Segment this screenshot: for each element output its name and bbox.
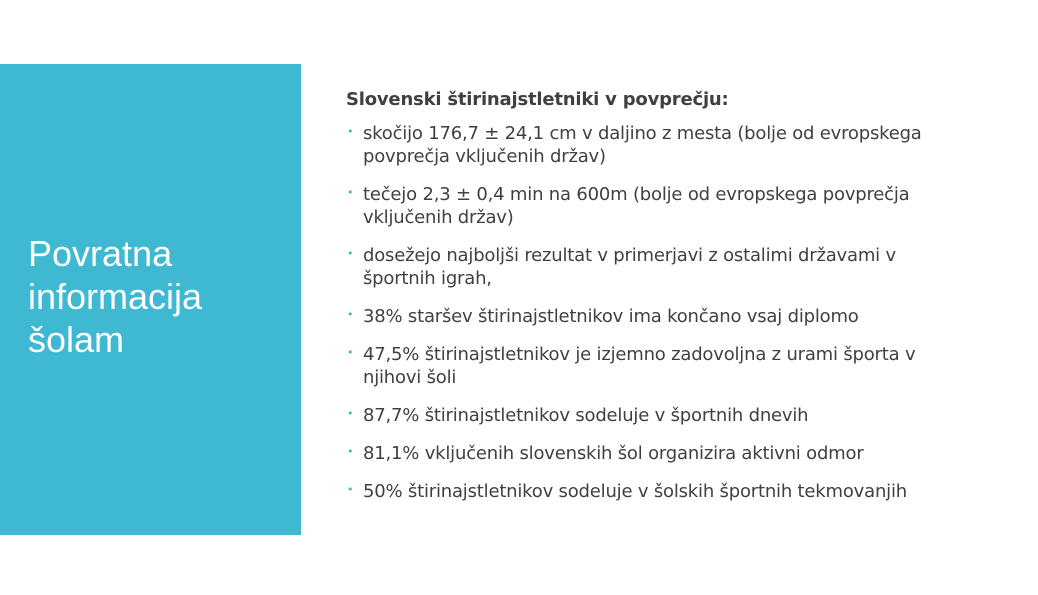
bullet-marker-icon: • bbox=[347, 125, 354, 138]
bullet-item bbox=[346, 343, 966, 389]
bullet-text: 38% staršev štirinajstletnikov ima končano vsaj diplomo bbox=[363, 306, 859, 327]
bullet-item bbox=[346, 404, 966, 427]
bullet-item bbox=[346, 122, 966, 168]
bullet-marker-icon: • bbox=[347, 247, 354, 260]
slide-title: Povratna informacija šolam bbox=[28, 233, 203, 360]
content-heading: Slovenski štirinajstletniki v povprečju: bbox=[346, 89, 729, 110]
bullet-item bbox=[346, 183, 966, 229]
bullet-marker-icon: • bbox=[347, 445, 354, 458]
bullet-marker-icon: • bbox=[347, 186, 354, 199]
bullet-marker-icon: • bbox=[347, 483, 354, 496]
bullet-marker-icon: • bbox=[347, 407, 354, 420]
bullet-list bbox=[346, 122, 966, 503]
bullet-text: dosežejo najboljši rezultat v primerjavi z ostalimi državami v športnih igrah, bbox=[363, 245, 896, 289]
bullet-marker-icon: • bbox=[347, 308, 354, 321]
bullet-text: skočijo 176,7 ± 24,1 cm v daljino z mesta (bolje od evropskega povprečja vključenih držav) bbox=[363, 123, 922, 167]
bullet-item bbox=[346, 305, 966, 328]
content-area bbox=[346, 88, 966, 518]
bullet-marker-icon: • bbox=[347, 346, 354, 359]
bullet-item bbox=[346, 480, 966, 503]
bullet-text: 87,7% štirinajstletnikov sodeluje v športnih dnevih bbox=[363, 405, 809, 426]
bullet-item bbox=[346, 244, 966, 290]
bullet-text: 47,5% štirinajstletnikov je izjemno zadovoljna z urami športa v njihovi šoli bbox=[363, 344, 916, 388]
bullet-item bbox=[346, 442, 966, 465]
bullet-text: 50% štirinajstletnikov sodeluje v šolskih športnih tekmovanjih bbox=[363, 481, 907, 502]
bullet-text: tečejo 2,3 ± 0,4 min na 600m (bolje od evropskega povprečja vključenih držav) bbox=[363, 184, 910, 228]
bullet-text: 81,1% vključenih slovenskih šol organizira aktivni odmor bbox=[363, 443, 864, 464]
